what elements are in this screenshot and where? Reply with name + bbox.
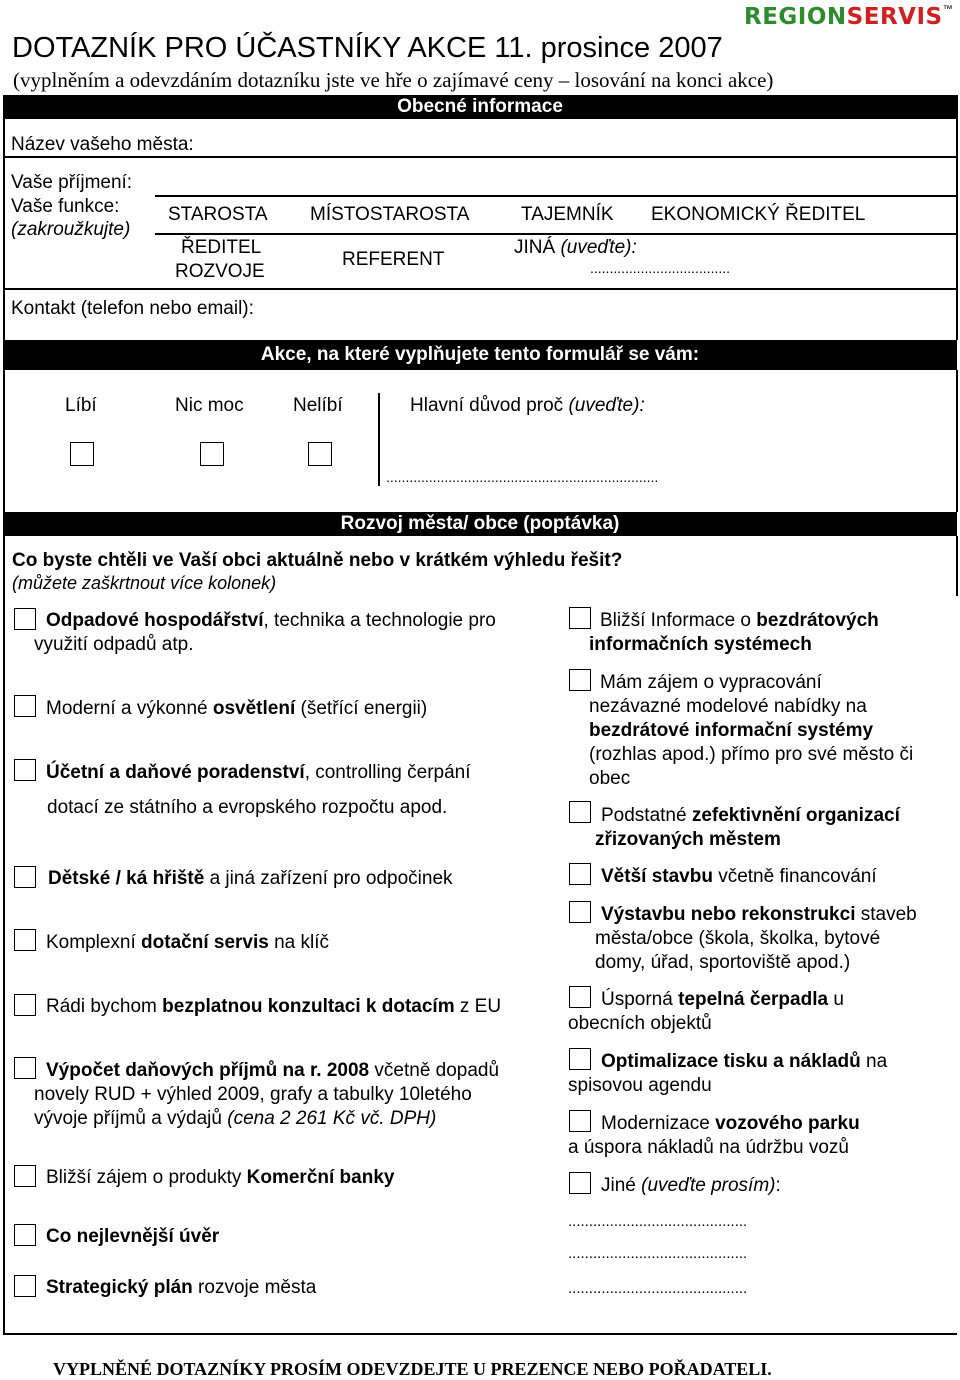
option-reconstruction-rest: staveb (855, 904, 917, 925)
option-heat-pump-a: Úsporná (601, 989, 679, 1010)
option-strategic-plan (46, 1276, 316, 1300)
development-question: Co byste chtěli ve Vaší obci aktuálně nebo v krátkém výhledu řešit? (12, 550, 623, 571)
option-lighting-a: Moderní a výkonné (46, 698, 213, 719)
rating-dislike-checkbox[interactable] (308, 442, 332, 466)
reason-dots[interactable]: ...................................................................... (386, 469, 659, 485)
option-other-hint: (uveďte prosím) (641, 1175, 776, 1196)
option-print-line2: spisovou agendu (568, 1075, 712, 1096)
frame-left-2 (3, 370, 5, 512)
section-rating-heading: Akce, na které vyplňujete tento formulář se vám: (3, 340, 957, 370)
option-strategic-plan-rest: rozvoje města (192, 1277, 317, 1298)
frame-left-3 (3, 536, 5, 1334)
rating-like-checkbox[interactable] (70, 442, 94, 466)
logo-text-servis: SERVIS (846, 4, 943, 30)
role-jina-dots[interactable]: .................................... (590, 260, 731, 276)
option-other-dots-2[interactable]: ........................................... (568, 1245, 748, 1262)
option-other-a: Jiné (601, 1175, 642, 1196)
option-heat-pump-line1 (601, 988, 844, 1012)
option-loan-checkbox[interactable] (14, 1224, 36, 1246)
option-efficiency-line1 (601, 804, 900, 828)
frame-bottom (3, 1333, 957, 1335)
option-bank-bold: Komerční banky (246, 1167, 395, 1188)
frame-right-2 (956, 370, 958, 512)
option-accounting-checkbox[interactable] (14, 759, 36, 781)
option-grant-service-a: Komplexní (46, 932, 142, 953)
option-construction (601, 865, 877, 889)
option-print-bold: Optimalizace tisku a nákladů (601, 1051, 861, 1072)
function-label: Vaše funkce: (11, 196, 120, 217)
option-efficiency-line2: zřizovaných městem (595, 829, 781, 850)
option-lighting-checkbox[interactable] (14, 695, 36, 717)
option-lighting-rest: (šetřící energii) (295, 698, 428, 719)
option-wireless-offer-line5: obec (589, 768, 631, 789)
option-reconstruction-line2: města/obce (škola, školka, bytové (595, 928, 881, 949)
option-fleet-a: Modernizace (601, 1113, 716, 1134)
option-fleet-bold: vozového parku (715, 1113, 860, 1134)
option-print-line1 (601, 1050, 887, 1074)
option-reconstruction-bold: Výstavbu nebo rekonstrukci (601, 904, 856, 925)
role-jina-hint: (uveďte): (560, 237, 637, 258)
rating-so-so-label: Nic moc (175, 395, 244, 416)
option-print-rest: na (860, 1051, 888, 1072)
frame-left (3, 95, 5, 340)
surname-underline[interactable] (155, 195, 957, 197)
option-heat-pump-line2: obecních objektů (568, 1013, 712, 1034)
option-strategic-plan-bold: Strategický plán (46, 1277, 193, 1298)
option-grant-service (46, 931, 329, 955)
option-consultation-checkbox[interactable] (14, 994, 36, 1016)
option-wireless-info-line2: informačních systémech (589, 634, 812, 655)
option-accounting-rest: , controlling čerpání (304, 762, 471, 783)
option-playground-checkbox[interactable] (14, 866, 36, 888)
option-accounting-bold: Účetní a daňové poradenství (46, 762, 305, 783)
option-bank-a: Bližší zájem o produkty (46, 1167, 247, 1188)
page-subtitle: (vyplněním a odevzdáním dotazníku jste ve hře o zajímavé ceny – losování na konci akce) (13, 68, 774, 92)
option-lighting (46, 697, 427, 721)
option-wireless-offer-line1: Mám zájem o vypracování (600, 672, 822, 693)
section-general-heading: Obecné informace (3, 95, 957, 119)
reason-hint: (uveďte): (568, 395, 645, 416)
role-jina[interactable] (514, 237, 637, 259)
option-tax-rest: včetně dopadů (369, 1060, 500, 1081)
contact-label: Kontakt (telefon nebo email): (11, 298, 254, 319)
page-title: DOTAZNÍK PRO ÚČASTNÍKY AKCE 11. prosince 2007 (12, 32, 723, 64)
logo-text-region: REGION (744, 4, 847, 30)
section-development-heading: Rozvoj města/ obce (poptávka) (3, 512, 957, 536)
option-reconstruction-checkbox[interactable] (569, 901, 591, 923)
rating-dislike-label: Nelíbí (293, 395, 343, 416)
function-hint: (zakroužkujte) (11, 219, 131, 240)
option-tax-bold: Výpočet daňových příjmů na r. 2008 (46, 1060, 370, 1081)
option-tax-line3 (34, 1107, 436, 1131)
option-tax-line1 (46, 1059, 499, 1083)
option-efficiency-checkbox[interactable] (569, 801, 591, 823)
option-bank-checkbox[interactable] (14, 1165, 36, 1187)
option-wireless-info-a: Bližší Informace o (600, 610, 757, 631)
role-reditel-line1[interactable]: ŘEDITEL (181, 237, 262, 258)
option-grant-service-checkbox[interactable] (14, 929, 36, 951)
option-heat-pump-bold: tepelná čerpadla (678, 989, 829, 1010)
option-other (601, 1174, 781, 1198)
option-fleet-line1 (601, 1112, 860, 1136)
role-referent[interactable]: REFERENT (342, 249, 445, 270)
option-reconstruction-line1 (601, 903, 917, 927)
reason-label-text: Hlavní důvod proč (410, 395, 564, 416)
option-consultation-bold: bezplatnou konzultaci k dotacím (162, 996, 455, 1017)
footer-note: VYPLNĚNÉ DOTAZNÍKY PROSÍM ODEVZDEJTE U PREZENCE NEBO POŘADATELI. (53, 1359, 772, 1379)
role-ekonomicky-reditel[interactable]: EKONOMICKÝ ŘEDITEL (651, 204, 866, 225)
option-consultation (46, 995, 501, 1019)
regionservis-logo (744, 4, 953, 30)
option-playground-rest: a jiná zařízení pro odpočinek (204, 868, 453, 889)
option-construction-rest: včetně financování (712, 866, 877, 887)
option-wireless-offer-line3: bezdrátové informační systémy (589, 720, 874, 741)
option-construction-bold: Větší stavbu (601, 866, 713, 887)
role-mistostarosta[interactable]: MÍSTOSTAROSTA (310, 204, 470, 225)
option-waste-bold: Odpadové hospodářství (46, 610, 264, 631)
option-strategic-plan-checkbox[interactable] (14, 1275, 36, 1297)
frame-right (956, 95, 958, 340)
option-lighting-bold: osvětlení (212, 698, 296, 719)
divider-contact (3, 288, 957, 290)
option-other-dots-1[interactable]: ........................................... (568, 1213, 748, 1230)
logo-tm: ™ (942, 4, 953, 15)
option-wireless-info-checkbox[interactable] (569, 607, 591, 629)
frame-right-3 (956, 536, 958, 596)
option-print-checkbox[interactable] (569, 1048, 591, 1070)
option-other-checkbox[interactable] (569, 1172, 591, 1194)
option-loan (46, 1225, 219, 1249)
role-reditel-line2[interactable]: ROZVOJE (175, 261, 265, 282)
option-grant-service-bold: dotační servis (141, 932, 269, 953)
option-tax-checkbox[interactable] (14, 1057, 36, 1079)
option-heat-pump-rest: u (828, 989, 844, 1010)
option-other-dots-3[interactable]: ........................................... (568, 1280, 748, 1297)
function-underline (155, 233, 957, 235)
city-label: Název vašeho města: (11, 134, 194, 155)
option-tax-line2: novely RUD + výhled 2009, grafy a tabulky 10letého (34, 1084, 472, 1105)
role-tajemnik[interactable]: TAJEMNÍK (521, 204, 614, 225)
option-heat-pump-checkbox[interactable] (569, 986, 591, 1008)
option-wireless-offer-checkbox[interactable] (569, 669, 591, 691)
option-construction-checkbox[interactable] (569, 863, 591, 885)
role-starosta[interactable]: STAROSTA (168, 204, 268, 225)
rating-separator (378, 393, 380, 486)
option-waste-line1 (46, 609, 496, 633)
rating-like-label: Líbí (65, 395, 97, 416)
option-efficiency-a: Podstatné (601, 805, 692, 826)
option-tax-line3-a: vývoje příjmů a výdajů (34, 1108, 228, 1129)
option-waste-checkbox[interactable] (14, 608, 36, 630)
option-other-colon: : (775, 1175, 781, 1196)
option-waste-rest: , technika a technologie pro (263, 610, 496, 631)
option-grant-service-rest: na klíč (268, 932, 330, 953)
option-playground (48, 867, 453, 891)
option-waste-line2: využití odpadů atp. (34, 634, 194, 655)
option-wireless-offer-line4: (rozhlas apod.) přímo pro své město či (589, 744, 914, 765)
option-efficiency-bold: zefektivnění organizací (691, 805, 900, 826)
option-tax-price: (cena 2 261 Kč vč. DPH) (227, 1108, 437, 1129)
role-jina-label: JINÁ (514, 237, 556, 258)
option-fleet-checkbox[interactable] (569, 1110, 591, 1132)
option-bank (46, 1166, 394, 1190)
city-underline[interactable] (3, 156, 957, 158)
option-wireless-offer-line2: nezávazné modelové nabídky na (589, 696, 867, 717)
option-loan-bold: Co nejlevnější úvěr (46, 1226, 220, 1247)
option-playground-bold: Dětské / ká hřiště (48, 868, 205, 889)
reason-label (410, 395, 645, 417)
option-wireless-info-bold: bezdrátových (756, 610, 879, 631)
option-wireless-info-line1 (600, 609, 879, 633)
option-accounting-line2: dotací ze státního a evropského rozpočtu apod. (47, 797, 448, 818)
option-consultation-rest: z EU (454, 996, 502, 1017)
rating-so-so-checkbox[interactable] (200, 442, 224, 466)
option-fleet-line2: a úspora nákladů na údržbu vozů (568, 1137, 849, 1158)
option-accounting-line1 (46, 761, 471, 785)
development-question-hint: (můžete zaškrtnout více kolonek) (12, 573, 277, 593)
option-reconstruction-line3: domy, úřad, sportoviště apod.) (595, 952, 851, 973)
option-consultation-a: Rádi bychom (46, 996, 163, 1017)
surname-label: Vaše příjmení: (11, 172, 133, 193)
